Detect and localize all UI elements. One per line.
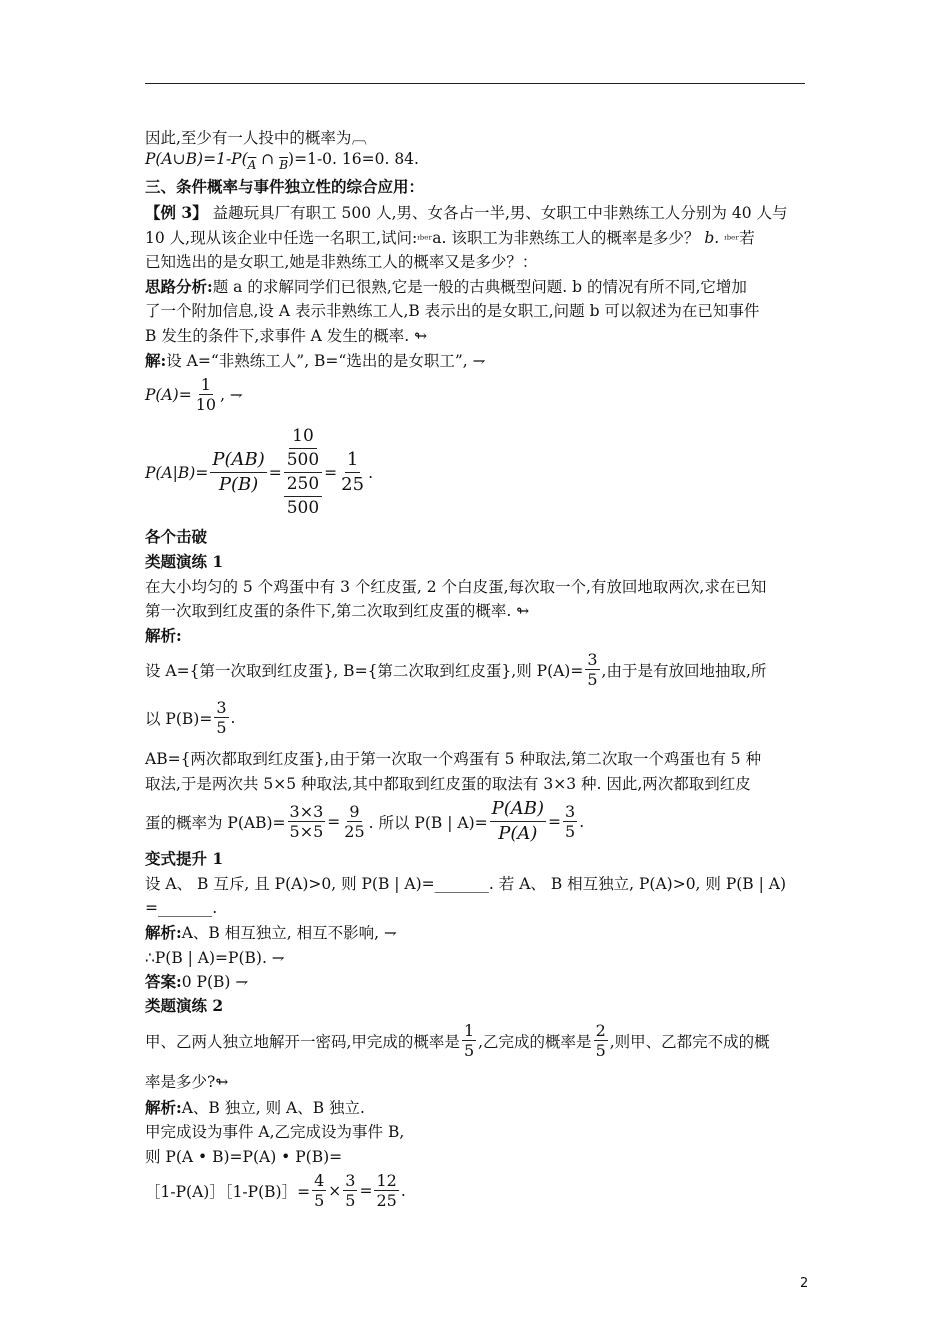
formula-line: 设 A={第一次取到红皮蛋}, B={第二次取到红皮蛋},则 P(A)= $\frac{3}{5}$ ,由于是有放回地抽取,所 <box>145 650 767 689</box>
formula-line: $P(A\cup B)=1-P(\overline{A}$ ∩ $\overline{B})=1-0$. 16=0. 84. <box>145 150 419 172</box>
section-heading: 类题演练 2 <box>145 996 224 1015</box>
text-line: 第一次取到红皮蛋的条件下,第二次取到红皮蛋的概率. ↬ <box>145 602 530 620</box>
analysis-line: 思路分析:题 a 的求解同学们已很熟,它是一般的古典概型问题. b 的情况有所不同,它增加 <box>145 277 747 296</box>
text-line: 解析:A、B 相互独立, 相互不影响, ⇁ <box>145 923 397 942</box>
text-line: 设 A、 B 互斥, 且 P(A)>0, 则 P(B | A)=_______. 若 A、 B 相互独立, P(A)>0, 则 P(B | A) <box>145 875 787 893</box>
section-heading: 类题演练 1 <box>145 552 224 571</box>
section-heading: 各个击破 <box>145 527 208 546</box>
text-line: 取法,于是两次共 5×5 种取法,其中都取到红皮蛋的取法有 3×3 种. 因此,两次都取到红皮 <box>145 775 751 793</box>
formula-pab: P(A|B)= $\frac{P(AB)}{P(B)}$ = 10 500 250 500 = $\frac{1}{25}$ . <box>145 426 374 518</box>
formula-line: ［1-P(A)］［1-P(B)］= $\frac{4}{5}$ × $\frac{3}{5}$ = $\frac{12}{25}$ . <box>145 1171 406 1210</box>
text-line: 因此,至少有一人投中的概率为︹ <box>145 129 367 147</box>
text-line: 在大小均匀的 5 个鸡蛋中有 3 个红皮蛋, 2 个白皮蛋,每次取一个,有放回地取两次,求在已知 <box>145 578 767 596</box>
formula-line: 甲、乙两人独立地解开一密码,甲完成的概率是 $\frac{1}{5}$ ,乙完成的概率是 $\frac{2}{5}$ ,则甲、乙都完不成的概 <box>145 1021 770 1060</box>
formula-line: 蛋的概率为 P(AB)= $\frac{3\times 3}{5\times 5}$ = $\frac{9}{25}$ . 所以 P(B | A)= $\frac{P(AB)}{P(A)}$ = $\frac{3}{5}$ . <box>145 798 585 844</box>
text-line: 则 P(A • B)=P(A) • P(B)= <box>145 1148 343 1166</box>
answer-line: 答案:0 P(B) ⇁ <box>145 972 249 991</box>
section-heading: 三、条件概率与事件独立性的综合应用： <box>145 177 425 196</box>
example-line: 已知选出的是女职工,她是非熟练工人的概率又是多少？： <box>145 253 538 271</box>
formula-pa: P(A)= $\frac{1}{10}$ , ⇁ <box>145 375 243 414</box>
text-line: =_______. <box>145 899 218 917</box>
example-line: 【例 3】 益趣玩具厂有职工 500 人,男、女各占一半,男、女职工中非熟练工人分别为 40 人与 <box>145 203 788 222</box>
text-line: 解析:A、B 独立, 则 A、B 独立. <box>145 1098 365 1117</box>
solution-line: 解:设 A=“非熟练工人”, B=“选出的是女职工”, ⇁ <box>145 351 486 370</box>
text-line: ∴P(B | A)=P(B). ⇁ <box>145 949 285 967</box>
analysis-line: B 发生的条件下,求事件 A 发生的概率. ↬ <box>145 327 428 345</box>
formula-line: 以 P(B)= $\frac{3}{5}$ . <box>145 698 236 737</box>
stray-mark: ︹ <box>351 129 367 147</box>
text-line: AB={两次都取到红皮蛋},由于第一次取一个鸡蛋有 5 种取法,第二次取一个鸡蛋也有 5 种 <box>145 750 762 768</box>
text-line: 率是多少?↬ <box>145 1073 229 1091</box>
header-rule <box>145 83 805 84</box>
label: 解析: <box>145 626 182 645</box>
section-heading: 变式提升 1 <box>145 849 224 868</box>
example-line: 10 人,现从该企业中任选一名职工,试问:ᶦᵇᵉʳa. 该职工为非熟练工人的概率是多少？ b. ᶦᵇᵉʳ若 <box>145 229 755 247</box>
analysis-line: 了一个附加信息,设 A 表示非熟练工人,B 表示出的是女职工,问题 b 可以叙述为在已知事件 <box>145 302 760 320</box>
page-number: 2 <box>800 1276 809 1291</box>
text-line: 甲完成设为事件 A,乙完成设为事件 B, <box>145 1123 405 1141</box>
